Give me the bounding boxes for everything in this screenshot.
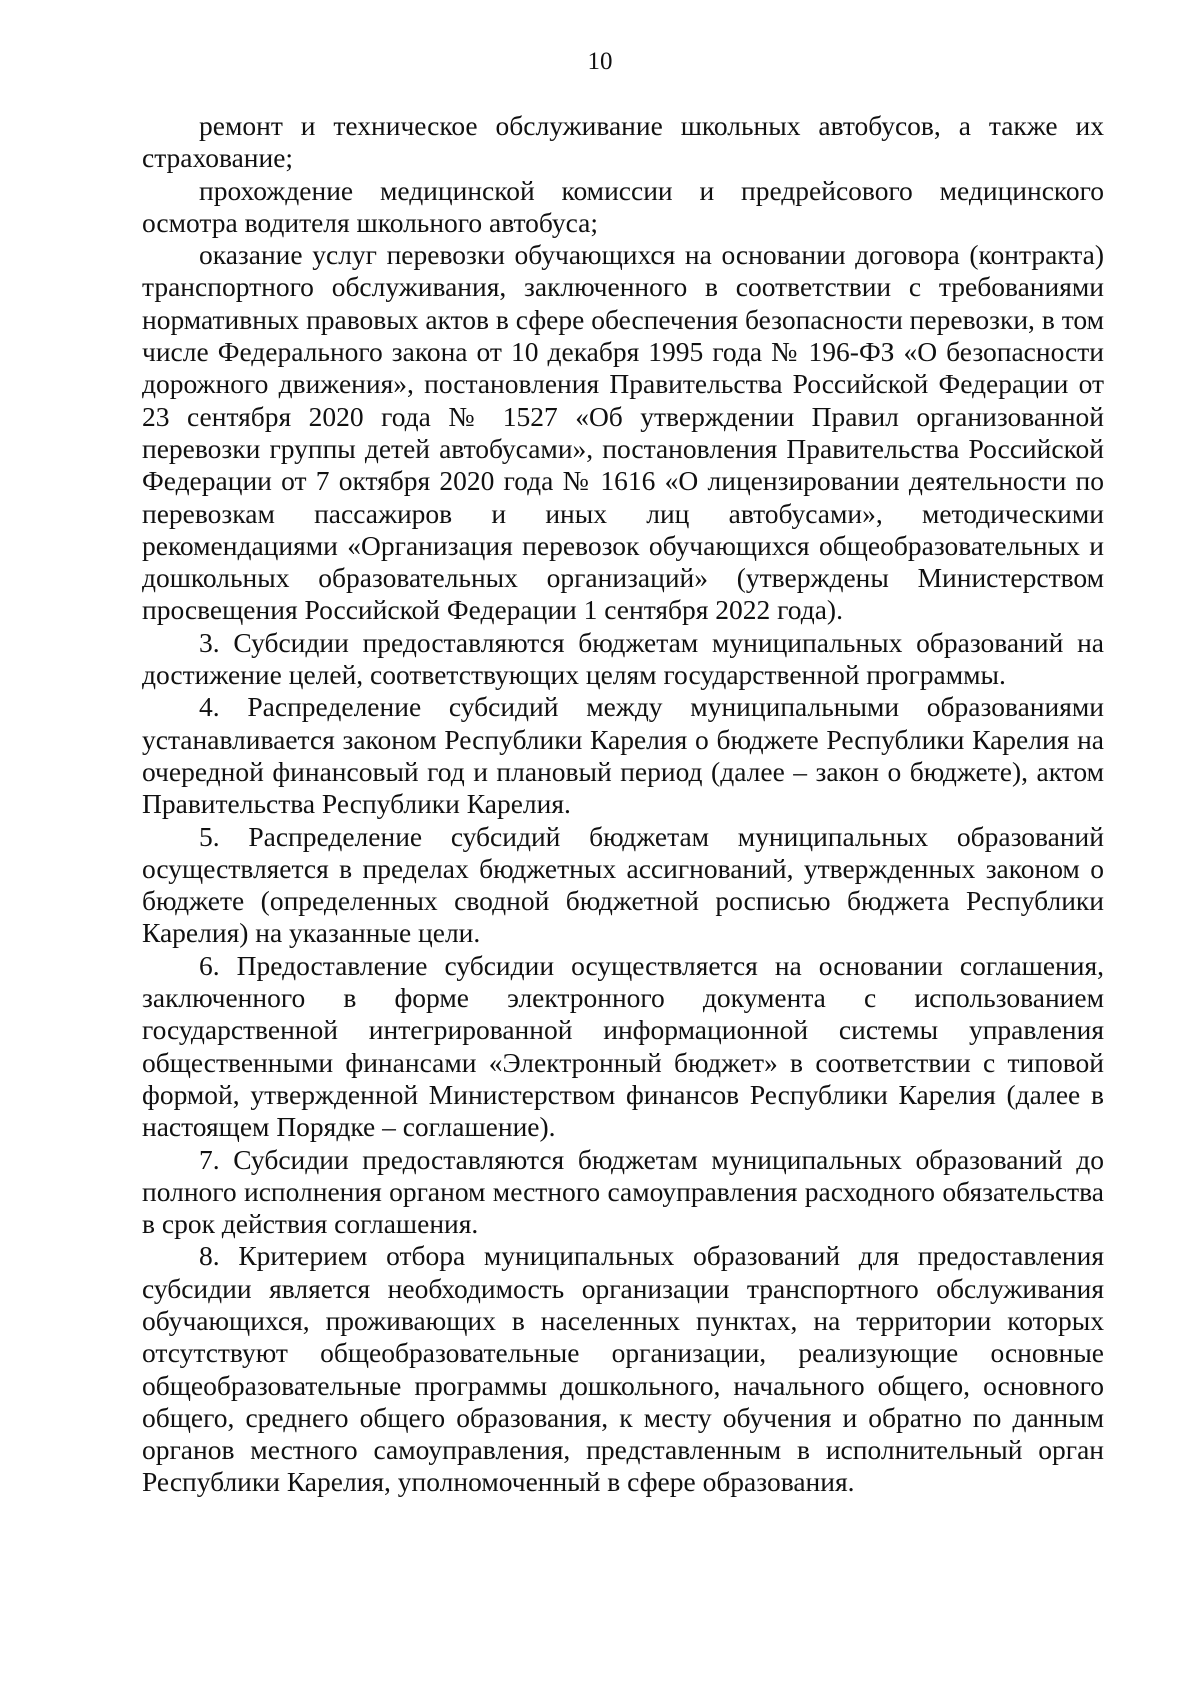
paragraph-item-6: 6. Предоставление субсидии осуществляется на основании соглашения, заключенного в форме электронного документа с использованием государственной интегрированной информационной системы управления общественными финансами «Электронный бюджет» в соответствии с типовой формой, утвержденной Министерством финансов Республики Карелия (далее в настоящем Порядке – соглашение). [142,949,1104,1143]
paragraph-medical-check: прохождение медицинской комиссии и предрейсового медицинского осмотра водителя школьного автобуса; [142,174,1104,238]
paragraph-transport-services: оказание услуг перевозки обучающихся на основании договора (контракта) транспортного обслуживания, заключенного в соответствии с требованиями нормативных правовых актов в сфере обеспечения безопасности перевозки, в том числе Федерального закона от 10 декабря 1995 года № 196-ФЗ «О безопасности дорожного движения», постановления Правительства Российской Федерации от 23 сентября 2020 года № 1527 «Об утверждении Правил организованной перевозки группы детей автобусами», постановления Правительства Российской Федерации от 7 октября 2020 года № 1616 «О лицензировании деятельности по перевозкам пассажиров и иных лиц автобусами», методическими рекомендациями «Организация перевозок обучающихся общеобразовательных и дошкольных образовательных организаций» (утверждены Министерством просвещения Российской Федерации 1 сентября 2022 года). [142,239,1104,626]
paragraph-item-7: 7. Субсидии предоставляются бюджетам муниципальных образований до полного исполнения органом местного самоуправления расходного обязательства в срок действия соглашения. [142,1143,1104,1240]
paragraph-item-8: 8. Критерием отбора муниципальных образований для предоставления субсидии является необходимость организации транспортного обслуживания обучающихся, проживающих в населенных пунктах, на территории которых отсутствуют общеобразовательные организации, реализующие основные общеобразовательные программы дошкольного, начального общего, основного общего, среднего общего образования, к месту обучения и обратно по данным органов местного самоуправления, представленным в исполнительный орган Республики Карелия, уполномоченный в сфере образования. [142,1240,1104,1498]
paragraph-item-4: 4. Распределение субсидий между муниципальными образованиями устанавливается законом Республики Карелия о бюджете Республики Карелия на очередной финансовый год и плановый период (далее – закон о бюджете), актом Правительства Республики Карелия. [142,691,1104,820]
paragraph-item-3: 3. Субсидии предоставляются бюджетам муниципальных образований на достижение целей, соответствующих целям государственной программы. [142,626,1104,691]
page-number: 10 [587,48,613,75]
document-body [142,110,1104,1499]
paragraph-bus-repair: ремонт и техническое обслуживание школьных автобусов, а также их страхование; [142,110,1104,174]
paragraph-item-5: 5. Распределение субсидий бюджетам муниципальных образований осуществляется в пределах бюджетных ассигнований, утвержденных законом о бюджете (определенных сводной бюджетной росписью бюджета Республики Карелия) на указанные цели. [142,820,1104,949]
